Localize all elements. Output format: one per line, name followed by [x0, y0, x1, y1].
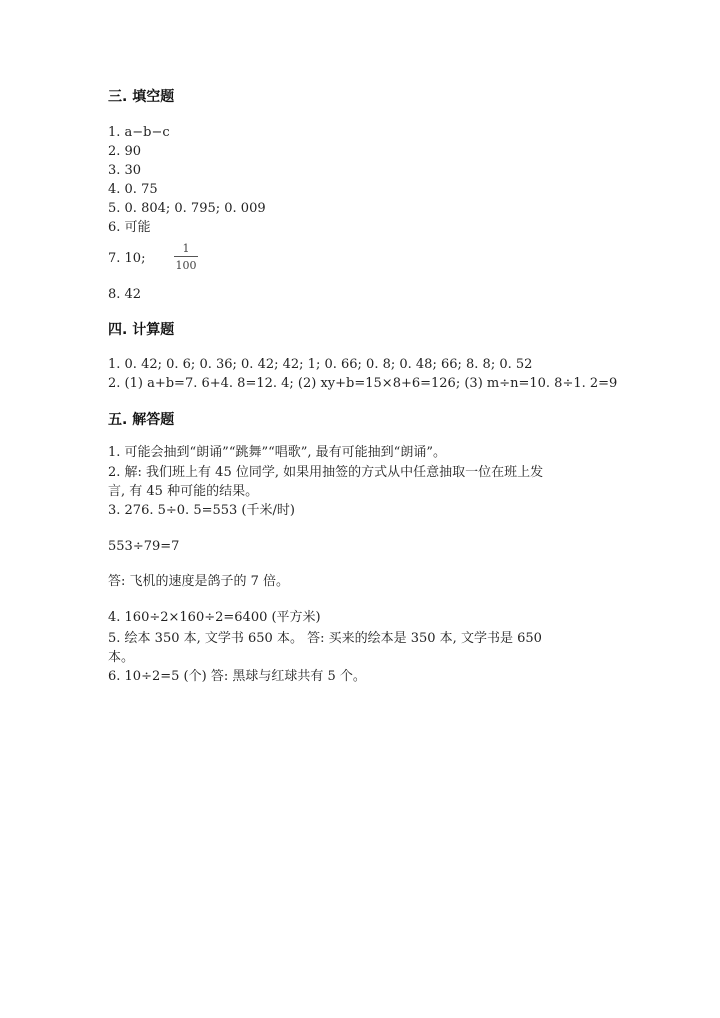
answer-3-6: 6. 可能 — [108, 220, 151, 235]
answer-3-8: 8. 42 — [108, 287, 142, 302]
answer-4-2: 2. (1) a+b=7. 6+4. 8=12. 4; (2) xy+b=15×8+6=126; (3) m÷n=10. 8÷1. 2=9 — [108, 376, 618, 391]
answer-5-3-step2: 553÷79=7 — [108, 539, 180, 554]
section-4-heading: 四. 计算题 — [108, 322, 175, 338]
answer-4-1: 1. 0. 42; 0. 6; 0. 36; 0. 42; 42; 1; 0. 66; 0. 8; 0. 48; 66; 8. 8; 0. 52 — [108, 357, 533, 372]
answer-5-2-line2: 言, 有 45 种可能的结果。 — [108, 484, 259, 499]
section-3-heading: 三. 填空题 — [108, 89, 175, 105]
answer-5-6: 6. 10÷2=5 (个) 答: 黑球与红球共有 5 个。 — [108, 669, 366, 684]
answer-5-5-line2: 本。 — [108, 650, 135, 665]
answer-3-5: 5. 0. 804; 0. 795; 0. 009 — [108, 201, 266, 216]
answer-5-5-line1: 5. 绘本 350 本, 文学书 650 本。 答: 买来的绘本是 350 本, 文学书是 650 — [108, 631, 542, 646]
answer-3-2: 2. 90 — [108, 144, 142, 159]
fraction-bar — [174, 256, 198, 257]
fraction-numerator: 1 — [182, 242, 190, 255]
answer-5-4: 4. 160÷2×160÷2=6400 (平方米) — [108, 610, 321, 625]
answer-5-3: 3. 276. 5÷0. 5=553 (千米/时) — [108, 503, 295, 518]
answer-3-7: 7. 10; — [108, 251, 146, 266]
fraction-denominator: 100 — [175, 259, 197, 272]
answer-5-1: 1. 可能会抽到“朗诵”“跳舞”“唱歌”, 最有可能抽到“朗诵”。 — [108, 445, 446, 460]
answer-3-1: 1. a−b−c — [108, 125, 170, 140]
answer-5-2-line1: 2. 解: 我们班上有 45 位同学, 如果用抽签的方式从中任意抽取一位在班上发 — [108, 465, 544, 480]
section-5-heading: 五. 解答题 — [108, 412, 175, 428]
answer-3-4: 4. 0. 75 — [108, 182, 158, 197]
answer-3-3: 3. 30 — [108, 163, 142, 178]
answer-5-3-conclusion: 答: 飞机的速度是鸽子的 7 倍。 — [108, 574, 290, 589]
fraction-one-hundredth — [174, 242, 198, 272]
